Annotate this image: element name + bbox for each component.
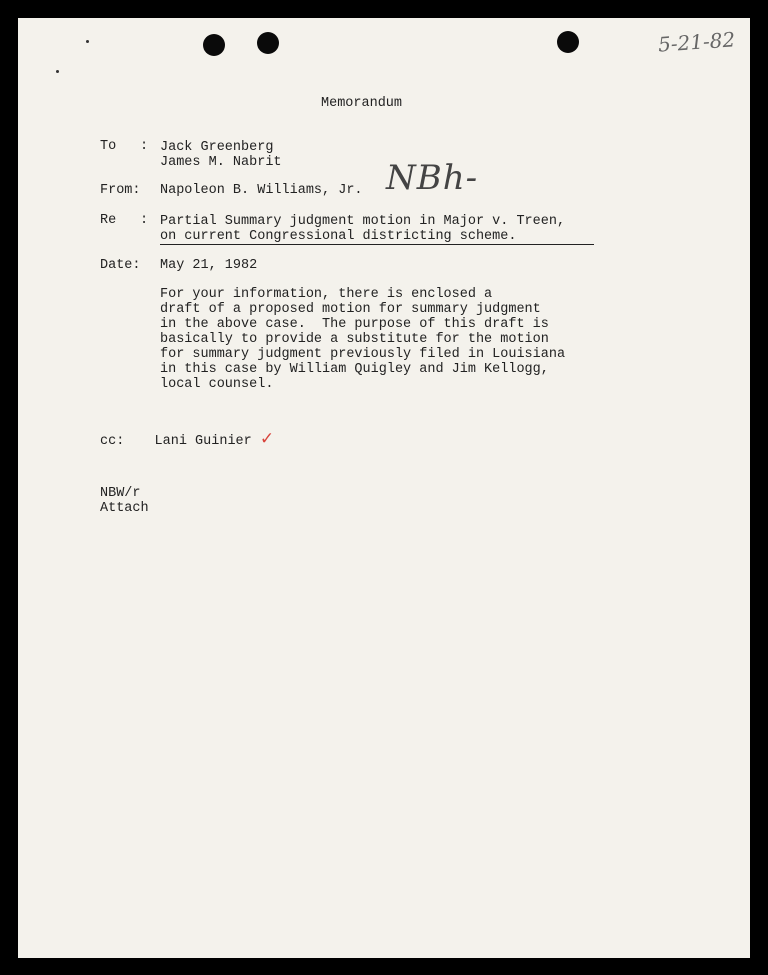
punch-hole-middle [257, 32, 279, 54]
handwritten-initials: NBh- [386, 158, 479, 198]
paper-speck [86, 40, 89, 43]
date-value: May 21, 1982 [160, 258, 258, 273]
re-subject [160, 214, 594, 245]
handwritten-date: 5-21-82 [657, 27, 736, 57]
body-line-7: local counsel. [160, 377, 274, 392]
to-recipient-2: James M. Nabrit [160, 155, 282, 170]
re-line-2: on current Congressional districting scheme. [160, 229, 594, 245]
page-title: Memorandum [321, 96, 403, 111]
cc-value: Lani Guinier [154, 434, 252, 449]
attach-label: Attach [100, 501, 149, 516]
reference-block [100, 486, 149, 516]
body-line-6: in this case by William Quigley and Jim Kellogg, [160, 362, 549, 377]
body-line-3: in the above case. The purpose of this draft is [160, 317, 549, 332]
reference-initials: NBW/r [100, 486, 141, 501]
cc-label: cc: [100, 434, 125, 449]
memo-body [160, 287, 565, 392]
re-colon: : [140, 213, 149, 228]
punch-hole-left [203, 34, 225, 56]
to-label: To [100, 139, 117, 154]
re-label: Re [100, 213, 117, 228]
to-recipient-1: Jack Greenberg [160, 140, 274, 155]
from-label: From: [100, 183, 141, 198]
body-line-4: basically to provide a substitute for the motion [160, 332, 549, 347]
cc-line [100, 429, 275, 449]
date-label: Date: [100, 258, 141, 273]
body-line-1: For your information, there is enclosed a [160, 287, 493, 302]
body-line-2: draft of a proposed motion for summary judgment [160, 302, 541, 317]
from-value: Napoleon B. Williams, Jr. [160, 183, 363, 198]
to-recipients [160, 140, 282, 170]
to-colon: : [140, 139, 149, 154]
memo-page [18, 18, 750, 958]
re-line-1: Partial Summary judgment motion in Major v. Treen, [160, 214, 566, 229]
body-line-5: for summary judgment previously filed in Louisiana [160, 347, 566, 362]
punch-hole-right [557, 31, 579, 53]
paper-speck [56, 70, 59, 73]
check-mark-icon: ✓ [259, 429, 275, 449]
